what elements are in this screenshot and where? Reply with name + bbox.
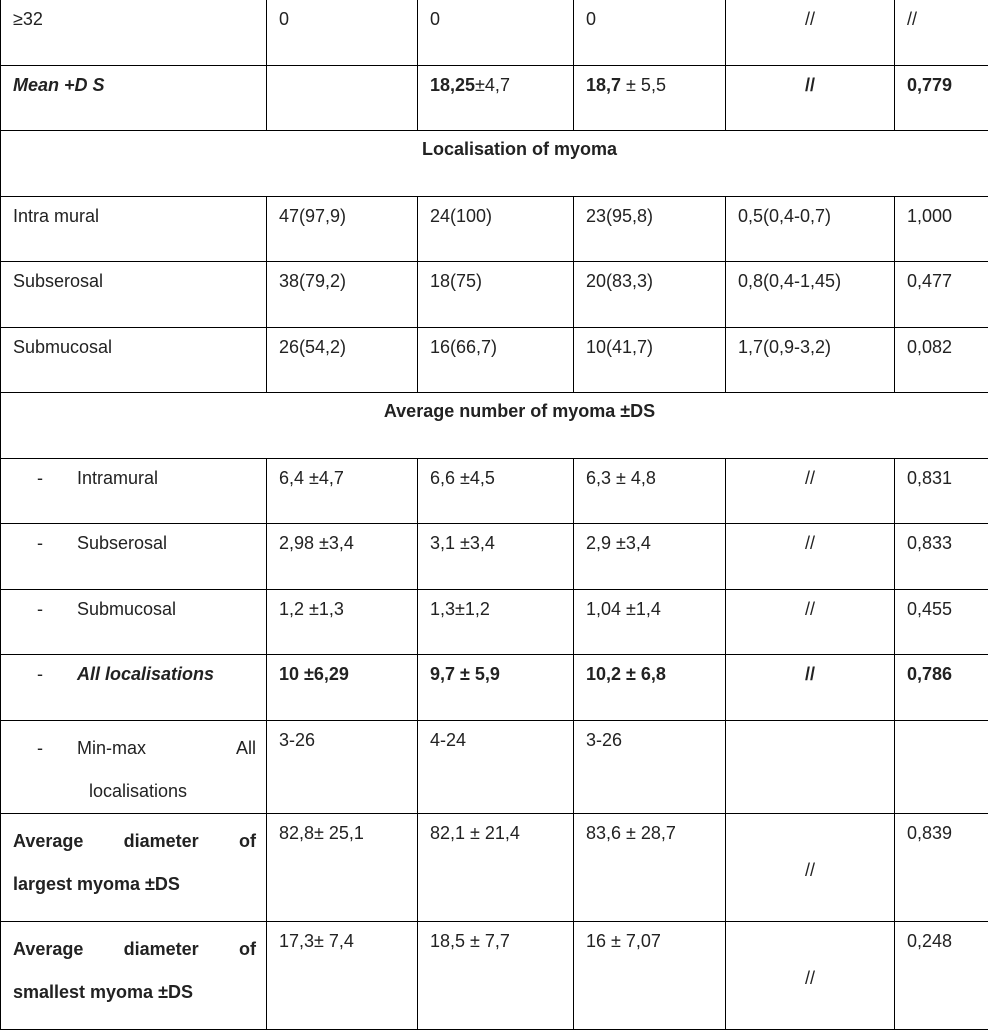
cell-group-b: 10,2 ± 6,8 [574,655,726,721]
table-row [1,655,988,721]
table-row [1,721,988,814]
table-row [1,66,988,131]
cell-group-a: 4-24 [418,721,574,814]
cell-p: 0,839 [895,814,988,922]
cell-group-b: 3-26 [574,721,726,814]
table-row [1,0,988,66]
cell-p: 0,082 [895,328,988,393]
cell-label: Subserosal [1,262,267,328]
table-row [1,197,988,262]
cell-or: // [726,459,895,524]
cell-word: largest myoma ±DS [13,863,266,906]
cell-label [1,524,267,590]
cell-total: 47(97,9) [267,197,418,262]
table-row [1,328,988,393]
cell-or: // [726,524,895,590]
cell-p [895,721,988,814]
section-title: Average number of myoma ±DS [1,393,988,459]
cell-label: Intra mural [1,197,267,262]
cell-sublabel: localisations [13,770,266,813]
cell-total: 10 ±6,29 [267,655,418,721]
cell-total: 2,98 ±3,4 [267,524,418,590]
table-row [1,814,988,922]
list-dash: - [13,663,77,685]
cell-label [1,922,267,1030]
cell-label [1,655,267,721]
cell-p: 0,248 [895,922,988,1030]
cell-total: 1,2 ±1,3 [267,590,418,655]
cell-or: // [726,66,895,131]
section-title: Localisation of myoma [1,131,988,197]
cell-group-a: 9,7 ± 5,9 [418,655,574,721]
cell-word: Average [13,820,83,863]
cell-p: 0,831 [895,459,988,524]
table-row [1,459,988,524]
cell-p: 1,000 [895,197,988,262]
cell-word: diameter [124,928,199,971]
cell-or: 1,7(0,9-3,2) [726,328,895,393]
cell-group-a [418,66,574,131]
cell-group-b: 10(41,7) [574,328,726,393]
cell-sublabel: Min-max [77,727,146,770]
cell-total: 26(54,2) [267,328,418,393]
cell-value-bold: 18,7 [586,75,621,95]
cell-group-a: 18(75) [418,262,574,328]
cell-label [1,459,267,524]
cell-group-b: 0 [574,0,726,66]
table-row [1,590,988,655]
cell-group-b [574,66,726,131]
cell-or: 0,8(0,4-1,45) [726,262,895,328]
cell-total: 38(79,2) [267,262,418,328]
cell-word: diameter [124,820,199,863]
cell-sublabel: Subserosal [77,532,167,554]
cell-group-a: 18,5 ± 7,7 [418,922,574,1030]
cell-group-a: 16(66,7) [418,328,574,393]
cell-group-b: 6,3 ± 4,8 [574,459,726,524]
cell-label: ≥32 [1,0,267,66]
cell-group-b: 83,6 ± 28,7 [574,814,726,922]
cell-total: 17,3± 7,4 [267,922,418,1030]
cell-word: of [239,928,256,971]
cell-p: 0,833 [895,524,988,590]
cell-word: of [239,820,256,863]
cell-label [1,814,267,922]
cell-word: smallest myoma ±DS [13,971,266,1014]
section-row [1,131,988,197]
cell-total: 82,8± 25,1 [267,814,418,922]
cell-group-b: 23(95,8) [574,197,726,262]
cell-sublabel: Submucosal [77,598,176,620]
cell-p: 0,786 [895,655,988,721]
cell-total [267,66,418,131]
cell-group-a: 0 [418,0,574,66]
cell-group-a: 3,1 ±3,4 [418,524,574,590]
list-dash: - [13,727,77,770]
cell-total: 0 [267,0,418,66]
cell-group-a: 1,3±1,2 [418,590,574,655]
cell-or: // [726,0,895,66]
cell-label: Mean +D S [1,66,267,131]
cell-total: 6,4 ±4,7 [267,459,418,524]
section-row [1,393,988,459]
cell-group-b: 2,9 ±3,4 [574,524,726,590]
cell-value-bold: 18,25 [430,75,475,95]
cell-sublabel: All [236,727,256,770]
cell-p: 0,779 [895,66,988,131]
cell-group-a: 82,1 ± 21,4 [418,814,574,922]
cell-or: // [726,814,895,922]
cell-group-b: 20(83,3) [574,262,726,328]
cell-sublabel: Intramural [77,467,158,489]
list-dash: - [13,598,77,620]
list-dash: - [13,467,77,489]
cell-p: 0,477 [895,262,988,328]
table-row [1,524,988,590]
cell-label [1,721,267,814]
cell-or: 0,5(0,4-0,7) [726,197,895,262]
cell-value-rest: ± 5,5 [621,75,666,95]
cell-group-a: 24(100) [418,197,574,262]
cell-p: 0,455 [895,590,988,655]
table-row [1,922,988,1030]
cell-label [1,590,267,655]
list-dash: - [13,532,77,554]
cell-or: // [726,655,895,721]
cell-or: // [726,922,895,1030]
cell-or: // [726,590,895,655]
cell-group-b: 16 ± 7,07 [574,922,726,1030]
cell-p: // [895,0,988,66]
cell-sublabel: All localisations [77,663,214,685]
cell-group-b: 1,04 ±1,4 [574,590,726,655]
cell-label: Submucosal [1,328,267,393]
cell-value-rest: ±4,7 [475,75,510,95]
cell-or [726,721,895,814]
table-row [1,262,988,328]
cell-total: 3-26 [267,721,418,814]
cell-group-a: 6,6 ±4,5 [418,459,574,524]
cell-word: Average [13,928,83,971]
